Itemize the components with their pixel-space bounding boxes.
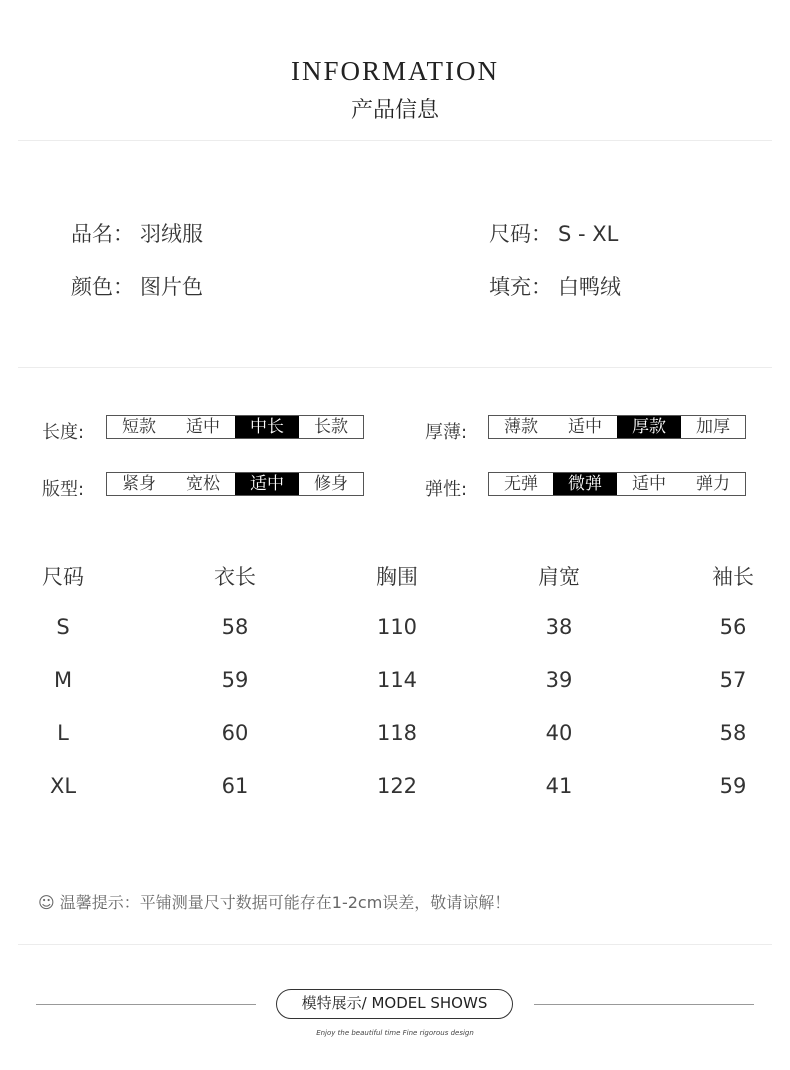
option-item: 无弹 [504, 474, 538, 494]
option-selected: 适中 [235, 473, 299, 495]
info-color [71, 271, 203, 301]
attr-thickness-label: 厚薄: [425, 422, 468, 443]
attr-thickness-options [488, 415, 746, 439]
table-header: 肩宽 [538, 565, 580, 589]
table-cell: 61 [221, 774, 249, 798]
info-size-value: S - XL [558, 222, 619, 246]
table-cell: 58 [719, 721, 747, 745]
option-item: 加厚 [696, 417, 730, 437]
table-cell: 56 [719, 615, 747, 639]
option-item: 适中 [186, 417, 220, 437]
info-color-label: 颜色： [71, 275, 134, 299]
measurement-tip: ☺ 温馨提示：平铺测量尺寸数据可能存在1-2cm误差，敬请谅解！ [38, 893, 511, 912]
table-cell: 60 [221, 721, 249, 745]
option-selected: 厚款 [617, 416, 681, 438]
table-header: 袖长 [712, 565, 754, 589]
option-item: 紧身 [122, 474, 156, 494]
table-cell: 40 [545, 721, 573, 745]
table-cell: 59 [221, 668, 249, 692]
table-cell: 59 [719, 774, 747, 798]
attr-elasticity-options [488, 472, 746, 496]
info-fill-value: 白鸭绒 [558, 275, 621, 299]
table-cell: 57 [719, 668, 747, 692]
option-item: 适中 [568, 417, 602, 437]
option-selected: 中长 [235, 416, 299, 438]
attr-length-options [106, 415, 364, 439]
table-cell: 38 [545, 615, 573, 639]
info-size [489, 218, 618, 248]
option-item: 宽松 [186, 474, 220, 494]
table-header: 胸围 [376, 565, 418, 589]
info-fill-label: 填充： [489, 275, 552, 299]
info-name-label: 品名： [71, 222, 134, 246]
option-item: 适中 [632, 474, 666, 494]
table-cell: 41 [545, 774, 573, 798]
title-cn: 产品信息 [350, 98, 439, 123]
divider [18, 944, 772, 945]
attr-fit-options [106, 472, 364, 496]
title-en: INFORMATION [290, 56, 499, 86]
table-cell: 58 [221, 615, 249, 639]
model-shows-label: 模特展示/ MODEL SHOWS [276, 989, 513, 1019]
option-item: 弹力 [696, 474, 730, 494]
info-color-value: 图片色 [140, 275, 203, 299]
info-name-value: 羽绒服 [140, 222, 203, 246]
option-item: 短款 [122, 417, 156, 437]
table-cell: S [56, 615, 70, 639]
info-fill [489, 271, 621, 301]
table-cell: M [53, 668, 73, 692]
table-header: 衣长 [214, 565, 256, 589]
divider [18, 140, 772, 141]
option-item: 修身 [314, 474, 348, 494]
table-cell: L [57, 721, 69, 745]
attr-fit-label: 版型: [42, 479, 85, 500]
attr-length-label: 长度: [42, 422, 85, 443]
table-cell: 122 [376, 774, 418, 798]
attr-elasticity-label: 弹性: [425, 479, 468, 500]
model-divider-left [36, 1004, 256, 1005]
table-cell: 118 [376, 721, 418, 745]
table-header: 尺码 [42, 565, 84, 589]
table-cell: 114 [376, 668, 418, 692]
divider [18, 367, 772, 368]
option-selected: 微弹 [553, 473, 617, 495]
table-cell: 110 [376, 615, 418, 639]
info-name [71, 218, 203, 248]
model-divider-right [534, 1004, 754, 1005]
table-cell: 39 [545, 668, 573, 692]
option-item: 薄款 [504, 417, 538, 437]
model-subtitle: Enjoy the beautiful time Fine rigorous design [316, 1029, 474, 1037]
info-size-label: 尺码： [489, 222, 552, 246]
table-cell: XL [49, 774, 77, 798]
option-item: 长款 [314, 417, 348, 437]
